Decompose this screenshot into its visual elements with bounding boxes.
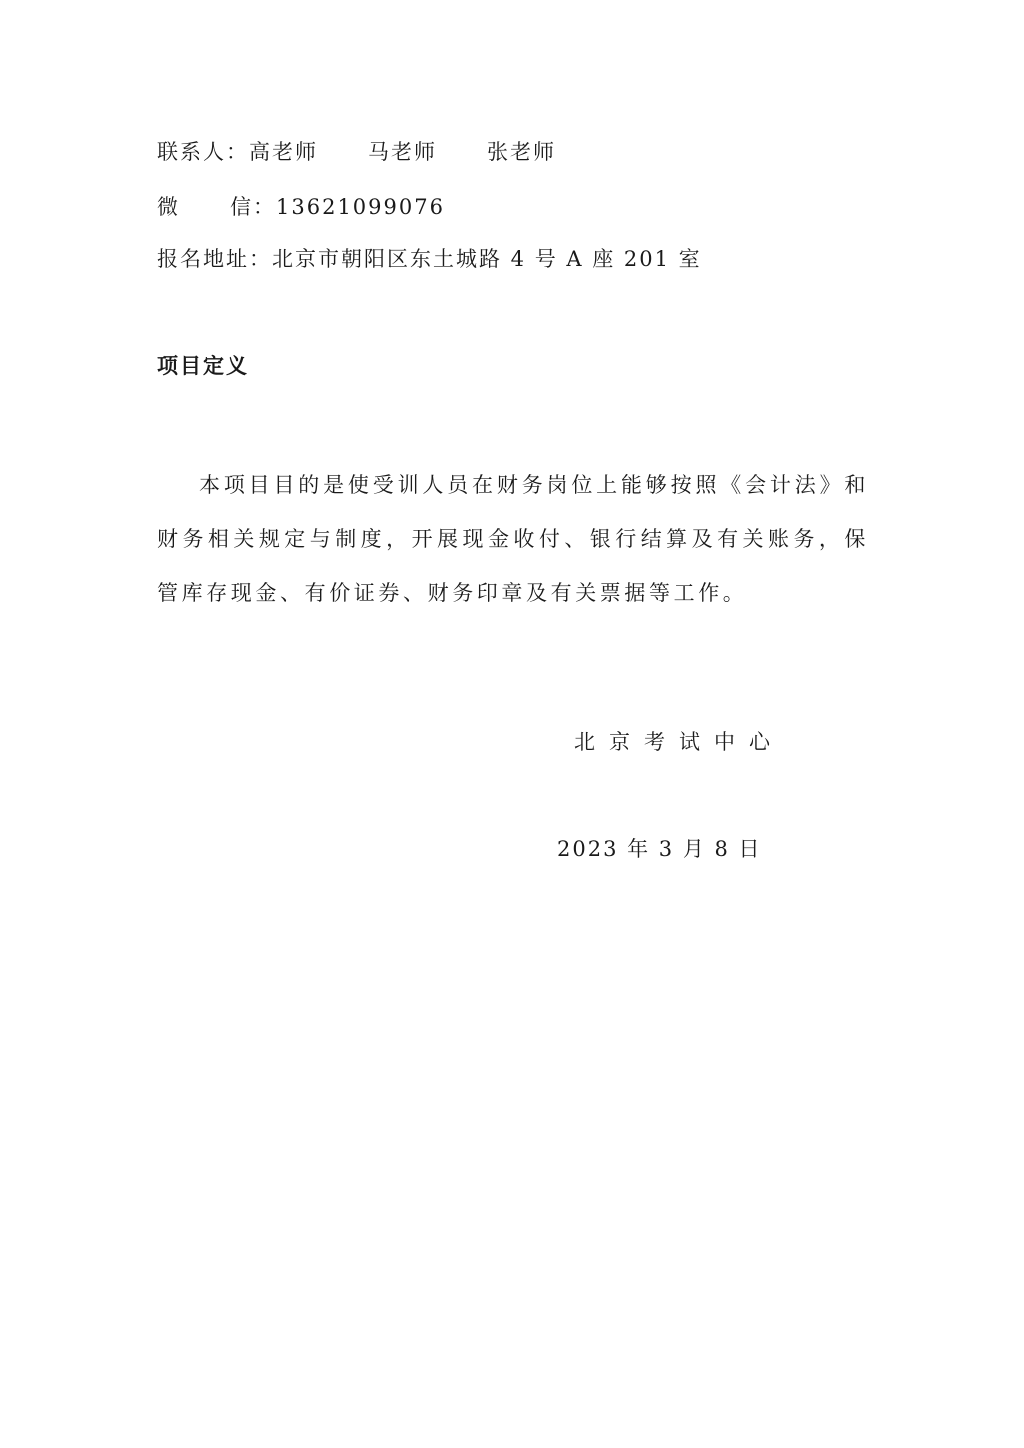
wechat-number: 13621099076 [276, 195, 445, 219]
address-line: 报名地址：北京市朝阳区东土城路 4 号 A 座 201 室 [157, 247, 702, 271]
signature-date: 2023 年 3 月 8 日 [557, 837, 762, 861]
contact-teacher-2: 马老师 [368, 140, 437, 164]
section-body: 本项目目的是使受训人员在财务岗位上能够按照《会计法》和财务相关规定与制度，开展现金收付、银行结算及有关账务，保管库存现金、有价证券、财务印章及有关票据等工作。 [157, 473, 869, 605]
contact-teacher-1: 高老师 [249, 140, 318, 164]
section-heading: 项目定义 [157, 353, 249, 378]
signature-organization: 北京考试中心 [574, 730, 784, 754]
contact-label: 联系人： [157, 140, 249, 164]
wechat-line [157, 192, 445, 222]
wechat-label-second: 信： [230, 195, 276, 219]
wechat-label-first: 微 [157, 195, 180, 219]
contact-line [157, 137, 556, 167]
contact-teacher-3: 张老师 [487, 140, 556, 164]
